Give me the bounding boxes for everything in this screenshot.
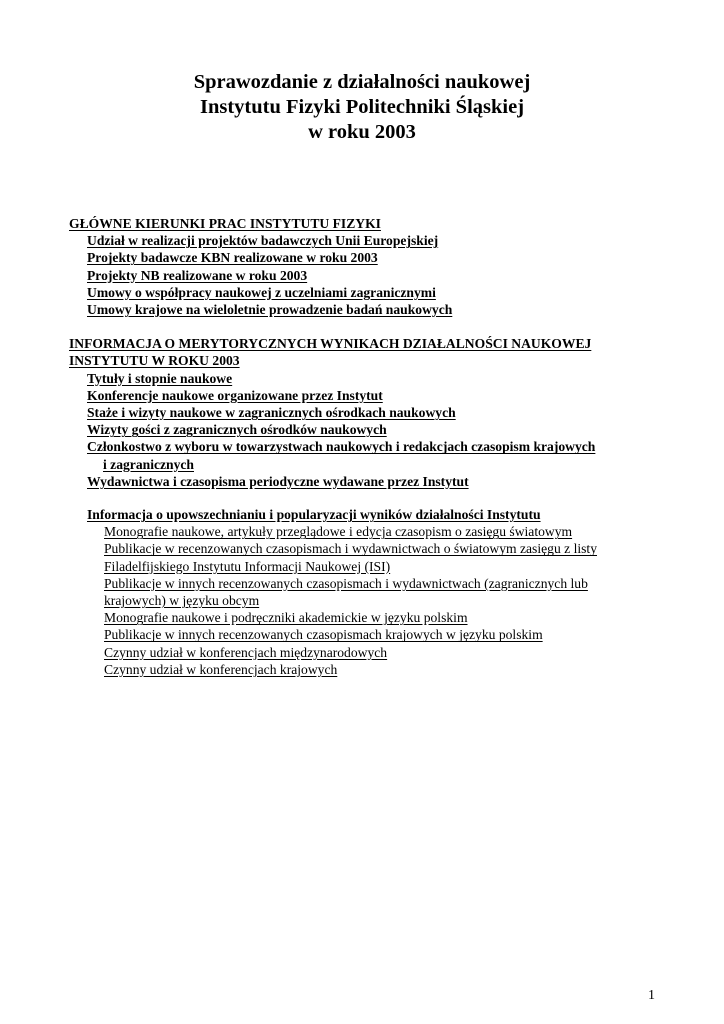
toc-link-guest-visits[interactable]: Wizyty gości z zagranicznych ośrodków naukowych bbox=[87, 422, 387, 438]
toc-item bbox=[69, 438, 669, 455]
toc-link-results-line-2[interactable]: INSTYTUTU W ROKU 2003 bbox=[69, 353, 240, 369]
toc-item bbox=[69, 404, 669, 421]
toc-item bbox=[69, 284, 669, 301]
toc-link-internships[interactable]: Staże i wizyty naukowe w zagranicznych ośrodkach naukowych bbox=[87, 405, 456, 421]
toc-link-monographs-world[interactable]: Monografie naukowe, artykuły przeglądowe i edycja czasopism o zasięgu światowym bbox=[104, 524, 573, 540]
toc-item bbox=[69, 387, 669, 404]
toc-section-main-directions bbox=[69, 215, 669, 232]
section-spacer bbox=[69, 490, 669, 506]
toc-link-conferences-organized[interactable]: Konferencje naukowe organizowane przez Instytut bbox=[87, 387, 383, 403]
toc-link-eu-projects[interactable]: Udział w realizacji projektów badawczych Unii Europejskiej bbox=[87, 233, 439, 249]
title-line-2: Instytutu Fizyki Politechniki Śląskiej bbox=[199, 96, 525, 118]
toc-link-membership-line-1[interactable]: Członkostwo z wyboru w towarzystwach naukowych i redakcjach czasopism krajowych bbox=[87, 439, 596, 455]
toc-link-publications-polish[interactable]: Publikacje w innych recenzowanych czasopismach krajowych w języku polskim bbox=[104, 627, 543, 643]
toc-item bbox=[69, 523, 669, 540]
toc-link-publishing[interactable]: Wydawnictwa i czasopisma periodyczne wydawane przez Instytut bbox=[87, 473, 469, 489]
toc-link-other-foreign-line-1[interactable]: Publikacje w innych recenzowanych czasopismach i wydawnictwach (zagranicznych lub bbox=[104, 575, 588, 591]
toc-item bbox=[69, 249, 669, 266]
toc-item bbox=[69, 575, 669, 592]
title-line-3: w roku 2003 bbox=[308, 121, 416, 143]
toc-item bbox=[69, 421, 669, 438]
toc-item bbox=[69, 661, 669, 678]
toc-link-isi-line-1[interactable]: Publikacje w recenzowanych czasopismach i wydawnictwach o światowym zasięgu z listy bbox=[104, 541, 597, 557]
section-spacer bbox=[69, 318, 669, 335]
toc-link-degrees[interactable]: Tytuły i stopnie naukowe bbox=[87, 370, 233, 386]
toc-item-cont bbox=[69, 592, 669, 609]
toc-item bbox=[69, 232, 669, 249]
toc-link-main-directions[interactable]: GŁÓWNE KIERUNKI PRAC INSTYTUTU FIZYKI bbox=[69, 216, 381, 231]
toc-link-domestic-agreements[interactable]: Umowy krajowe na wieloletnie prowadzenie badań naukowych bbox=[87, 302, 453, 318]
toc-item bbox=[69, 644, 669, 661]
toc-item-cont bbox=[69, 558, 669, 575]
toc-link-monographs-polish[interactable]: Monografie naukowe i podręczniki akademickie w języku polskim bbox=[104, 610, 468, 626]
toc-link-kbn-projects[interactable]: Projekty badawcze KBN realizowane w roku 2003 bbox=[87, 250, 378, 266]
toc-item bbox=[69, 626, 669, 643]
toc-link-results-line-1[interactable]: INFORMACJA O MERYTORYCZNYCH WYNIKACH DZIAŁALNOŚCI NAUKOWEJ bbox=[69, 336, 592, 352]
toc-link-isi-line-2[interactable]: Filadelfijskiego Instytutu Informacji Naukowej (ISI) bbox=[104, 558, 391, 574]
toc-link-domestic-conferences[interactable]: Czynny udział w konferencjach krajowych bbox=[104, 661, 338, 677]
toc-item bbox=[69, 370, 669, 387]
toc-section-results-cont bbox=[69, 352, 669, 369]
toc-link-nb-projects[interactable]: Projekty NB realizowane w roku 2003 bbox=[87, 267, 308, 283]
toc-link-membership-line-2[interactable]: i zagranicznych bbox=[103, 456, 194, 472]
toc-item bbox=[69, 301, 669, 318]
toc-link-foreign-agreements[interactable]: Umowy o współpracy naukowej z uczelniami zagranicznymi bbox=[87, 284, 436, 300]
toc-link-dissemination[interactable]: Informacja o upowszechnianiu i popularyzacji wyników działalności Instytutu bbox=[87, 507, 541, 523]
title-line-1: Sprawozdanie z działalności naukowej bbox=[193, 71, 531, 93]
toc-section-results bbox=[69, 335, 669, 352]
page-number: 1 bbox=[648, 988, 655, 1003]
table-of-contents bbox=[69, 215, 669, 678]
toc-item bbox=[69, 540, 669, 557]
toc-item bbox=[69, 473, 669, 490]
toc-link-other-foreign-line-2[interactable]: krajowych) w języku obcym bbox=[104, 593, 260, 609]
document-title bbox=[0, 70, 724, 145]
toc-link-intl-conferences[interactable]: Czynny udział w konferencjach międzynarodowych bbox=[104, 644, 388, 660]
toc-item bbox=[69, 267, 669, 284]
toc-item-cont bbox=[69, 456, 669, 473]
toc-item bbox=[69, 609, 669, 626]
toc-section-dissemination bbox=[69, 506, 669, 523]
